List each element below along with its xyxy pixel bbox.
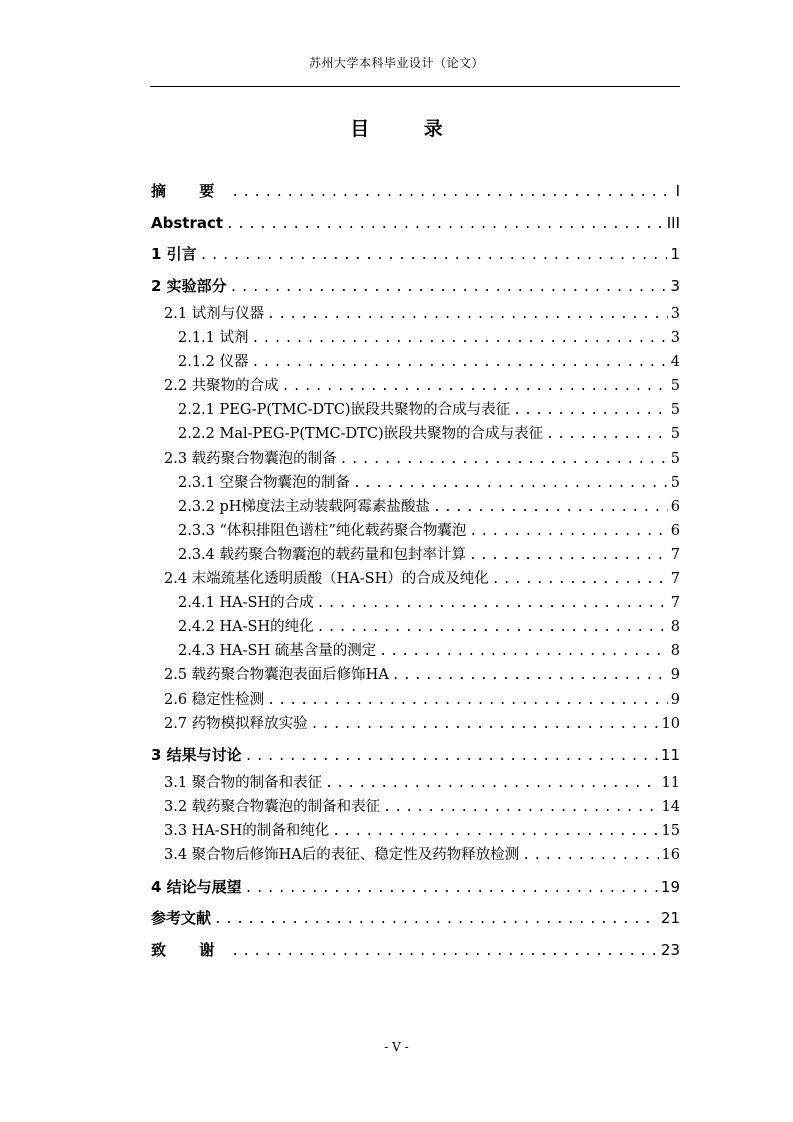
toc-entry-page: 14 — [661, 799, 680, 816]
toc-entry-label: 3.1 聚合物的制备和表征 — [164, 775, 323, 792]
toc-entry-label: 2.3.1 空聚合物囊泡的制备 — [178, 474, 351, 491]
toc-entry-label: 2.4.1 HA-SH的合成 — [178, 595, 314, 612]
page-title: 目 录 — [350, 118, 467, 140]
toc-abstract-cn[interactable] — [151, 176, 680, 208]
table-of-contents — [151, 176, 680, 966]
toc-entry-page: 8 — [670, 619, 680, 636]
toc-entry-page: 6 — [670, 522, 680, 539]
toc-leader-dots — [433, 496, 668, 519]
toc-entry-label: 3 结果与讨论 — [151, 745, 242, 764]
toc-3-2[interactable] — [151, 795, 680, 819]
toc-2-5[interactable] — [151, 663, 680, 687]
toc-abstract-en[interactable] — [151, 208, 680, 240]
toc-entry-label: 3.4 聚合物后修饰HA后的表征、稳定性及药物释放检测 — [164, 847, 520, 864]
toc-leader-dots — [317, 616, 668, 639]
toc-leader-dots — [245, 873, 658, 904]
toc-entry-label: 2.2.1 PEG-P(TMC-DTC)嵌段共聚物的合成与表征 — [178, 402, 511, 419]
toc-entry-page: 3 — [670, 276, 680, 295]
toc-entry-label: 2.3.2 pH梯度法主动装载阿霉素盐酸盐 — [178, 498, 430, 515]
toc-leader-dots — [340, 448, 668, 471]
toc-2-2[interactable] — [151, 374, 680, 398]
toc-entry-label: Abstract — [151, 213, 224, 232]
toc-entry-page: 8 — [670, 643, 680, 660]
toc-ch2[interactable] — [151, 271, 680, 303]
toc-entry-page: 9 — [670, 667, 680, 684]
toc-2-3-3[interactable] — [151, 519, 680, 543]
toc-leader-dots — [379, 640, 668, 663]
toc-2-1-1[interactable] — [151, 326, 680, 350]
toc-leader-dots — [214, 904, 658, 935]
toc-entry-label: 2.7 药物模拟释放实验 — [164, 715, 308, 732]
toc-entry-page: 11 — [661, 775, 680, 792]
toc-leader-dots — [353, 472, 668, 495]
toc-2-2-1[interactable] — [151, 398, 680, 422]
toc-2-3-4[interactable] — [151, 543, 680, 567]
toc-entry-page: 5 — [670, 450, 680, 467]
toc-leader-dots — [311, 713, 659, 736]
toc-entry-page: 9 — [670, 691, 680, 708]
toc-leader-dots — [267, 303, 668, 326]
toc-entry-page: 5 — [670, 402, 680, 419]
toc-leader-dots — [392, 664, 668, 687]
toc-entry-label: 2.6 稳定性检测 — [164, 691, 265, 708]
toc-ch3[interactable] — [151, 740, 680, 772]
toc-entry-page: 19 — [660, 877, 680, 896]
toc-leader-dots — [317, 592, 668, 615]
toc-entry-page: 5 — [670, 474, 680, 491]
toc-leader-dots — [332, 820, 658, 843]
toc-entry-label: 2.1 试剂与仪器 — [164, 306, 265, 322]
toc-leader-dots — [252, 327, 668, 350]
toc-leader-dots — [282, 375, 668, 398]
toc-entry-label: 1 引言 — [151, 245, 197, 263]
toc-entry-page: 21 — [660, 909, 680, 928]
toc-leader-dots — [513, 399, 668, 422]
toc-entry-page: 1 — [670, 245, 680, 263]
toc-leader-dots — [469, 520, 667, 543]
toc-entry-page: 6 — [670, 498, 680, 515]
toc-ch4[interactable] — [151, 872, 680, 904]
toc-2-1[interactable] — [151, 302, 680, 326]
toc-entry-page: 7 — [670, 595, 680, 612]
toc-entry-label: 2.4.3 HA-SH 硫基含量的测定 — [178, 643, 377, 660]
toc-entry-label: 2.1.2 仪器 — [178, 354, 249, 371]
toc-entry-page: 5 — [670, 426, 680, 443]
toc-leader-dots — [231, 936, 658, 967]
toc-entry-label: 3.2 载药聚合物囊泡的制备和表征 — [164, 799, 381, 816]
toc-ch1[interactable] — [151, 239, 680, 271]
toc-entry-page: 16 — [661, 847, 680, 864]
toc-leader-dots — [469, 544, 668, 567]
toc-2-4-3[interactable] — [151, 639, 680, 663]
toc-3-3[interactable] — [151, 819, 680, 843]
toc-entry-label: 3.3 HA-SH的制备和纯化 — [164, 823, 330, 840]
toc-entry-label: 2.3.3 “体积排阻色谱柱”纯化载药聚合物囊泡 — [178, 522, 467, 539]
toc-entry-label: 参考文献 — [151, 909, 212, 928]
toc-leader-dots — [226, 209, 664, 240]
toc-entry-label: 2.1.1 试剂 — [178, 330, 249, 347]
page-header: 苏州大学本科毕业设计（论文） — [308, 56, 484, 70]
toc-leader-dots — [252, 351, 668, 374]
toc-entry-label: 2.4.2 HA-SH的纯化 — [178, 619, 314, 636]
toc-2-7[interactable] — [151, 712, 680, 736]
toc-leader-dots — [245, 741, 658, 772]
toc-2-4[interactable] — [151, 567, 680, 591]
toc-2-4-1[interactable] — [151, 591, 680, 615]
toc-3-1[interactable] — [151, 771, 680, 795]
toc-entry-page: 3 — [670, 330, 680, 347]
toc-entry-label: 致 谢 — [151, 940, 229, 959]
toc-leader-dots — [522, 844, 658, 867]
toc-entry-page: 11 — [660, 745, 680, 764]
header-rule — [150, 86, 680, 87]
toc-entry-page: 15 — [661, 823, 680, 840]
toc-entry-page: 7 — [670, 546, 680, 563]
toc-entry-page: 3 — [670, 306, 680, 322]
toc-entry-page: 5 — [670, 378, 680, 395]
toc-entry-label: 摘 要 — [151, 182, 229, 200]
toc-acknowledgements[interactable] — [151, 935, 680, 967]
toc-entry-page: 10 — [661, 715, 680, 732]
toc-leader-dots — [230, 272, 668, 303]
toc-3-4[interactable] — [151, 843, 680, 867]
toc-entry-page: 4 — [670, 354, 680, 371]
toc-entry-page: I — [675, 182, 680, 200]
toc-2-4-2[interactable] — [151, 615, 680, 639]
toc-entry-page: 7 — [670, 571, 680, 588]
toc-references[interactable] — [151, 903, 680, 935]
toc-leader-dots — [231, 177, 672, 208]
toc-entry-label: 2.5 载药聚合物囊泡表面后修饰HA — [164, 667, 389, 684]
toc-leader-dots — [546, 423, 668, 446]
toc-leader-dots — [492, 568, 668, 591]
toc-2-2-2[interactable] — [151, 422, 680, 446]
toc-2-3-2[interactable] — [151, 495, 680, 519]
toc-leader-dots — [200, 240, 668, 271]
toc-entry-label: 4 结论与展望 — [151, 877, 242, 896]
toc-entry-label: 2.3.4 载药聚合物囊泡的载药量和包封率计算 — [178, 546, 467, 563]
toc-leader-dots — [325, 772, 658, 795]
toc-2-6[interactable] — [151, 688, 680, 712]
page-number: - V - — [384, 1040, 409, 1054]
toc-entry-label: 2.2.2 Mal-PEG-P(TMC-DTC)嵌段共聚物的合成与表征 — [178, 426, 544, 443]
toc-entry-label: 2.3 载药聚合物囊泡的制备 — [164, 450, 337, 467]
toc-leader-dots — [267, 689, 668, 712]
toc-leader-dots — [383, 796, 658, 819]
toc-entry-page: 23 — [660, 940, 680, 959]
toc-entry-label: 2.4 末端巯基化透明质酸（HA-SH）的合成及纯化 — [164, 571, 489, 588]
toc-entry-page: III — [666, 213, 680, 232]
toc-2-1-2[interactable] — [151, 350, 680, 374]
toc-entry-label: 2 实验部分 — [151, 276, 227, 295]
toc-entry-label: 2.2 共聚物的合成 — [164, 378, 279, 395]
toc-2-3-1[interactable] — [151, 471, 680, 495]
toc-2-3[interactable] — [151, 447, 680, 471]
